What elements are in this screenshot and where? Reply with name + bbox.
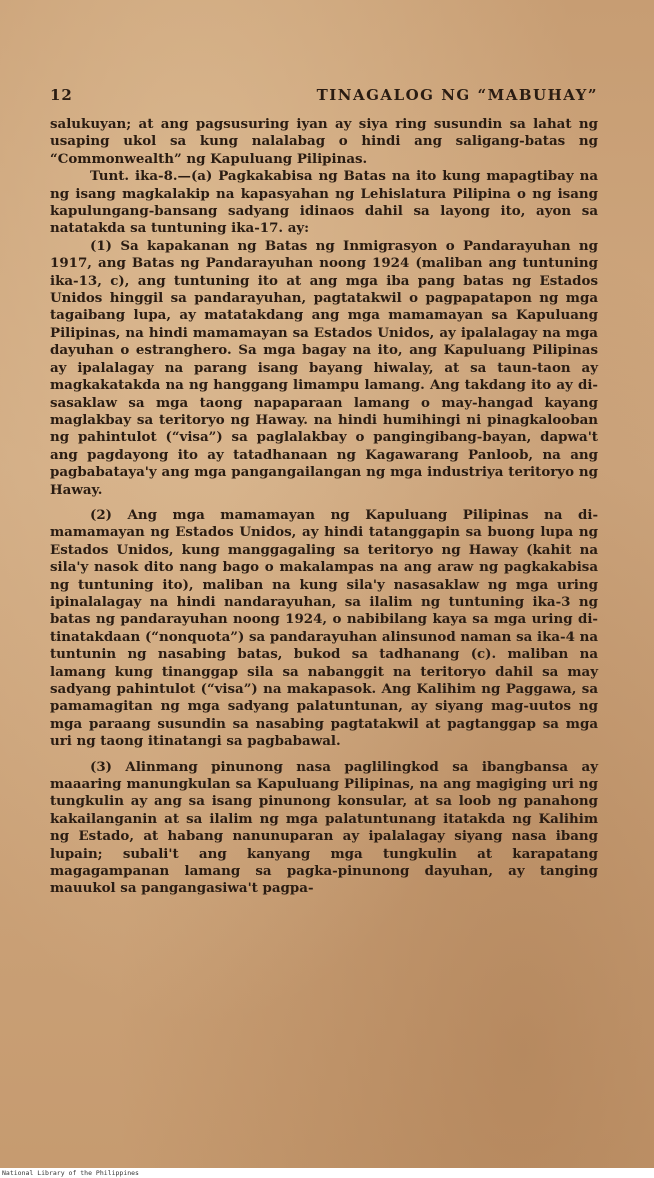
paragraph-item-3: (3) Alinmang pinunong nasa paglilingkod sa ibangbansa ay maaaring manungkulan sa Kapuluang Pilipinas, na ang magiging uri ng tungkulin ay ang sa isang pinunong konsular, at sa loob ng panahong kakailanganin at sa ilalim ng mga palatuntunang itatakda ng Kalihim ng Estado, at habang nanunuparan ay ipalalagay siyang nasa ibang lupain; subali't ang kanyang mga tungkulin at karapatang magagampanan lamang sa pagka-pinunong dayuhan, ay tanging mauukol sa pangangasiwa't pagpa-: [50, 758, 598, 897]
footer-credit: National Library of the Philippines: [2, 1169, 139, 1177]
page-number: 12: [50, 86, 73, 104]
footer-bar: [0, 1168, 654, 1178]
paragraph-section-8: Tunt. ika-8.—(a) Pagkakabisa ng Batas na ito kung mapagtibay na ng isang magkalakip na kapasyahan ng Lehislatura Pilipina o ng isang kapulungang-bansang sadyang idinaos dahil sa layong ito, ayon sa natatakda sa tuntuning ika-17. ay:: [50, 168, 598, 237]
running-title: TINAGALOG NG “MABUHAY”: [316, 86, 598, 104]
paragraph-item-2: (2) Ang mga mamamayan ng Kapuluang Pilipinas na di-mamamayan ng Estados Unidos, ay hindi tatanggapin sa buong lupa ng Estados Unidos, kung manggagaling sa teritoryo ng Haway (kahit na sila'y nasok dito nang bago o makalampas na ang araw ng pagkakabisa ng tuntuning ito), maliban na kung sila'y nasasaklaw ng mga uring ipinalalagay na hindi nandarayuhan, sa ilalim ng tuntuning ika-3 ng batas ng pandarayuhan noong 1924, o nabibilang kaya sa mga uring di-tinatakdaan (“nonquota”) sa pandarayuhan alinsunod naman sa ika-4 na tuntunin ng nasabing batas, bukod sa tadhanang (c). maliban na lamang kung tinanggap sila sa nabanggit na teritoryo dahil sa may sadyang pahintulot (“visa”) na makapasok. Ang Kalihim ng Paggawa, sa pamamagitan ng mga sadyang palatuntunan, ay siyang mag-uutos ng mga paraang susundin sa nasabing pagtatakwil at pagtanggap sa mga uri ng taong itinatangi sa pagbabawal.: [50, 506, 598, 750]
page-body: [50, 116, 598, 898]
paragraph-item-1: (1) Sa kapakanan ng Batas ng Inmigrasyon o Pandarayuhan ng 1917, ang Batas ng Pandarayuhan noong 1924 (maliban ang tuntuning ika-13, c), ang tuntuning ito at ang mga iba pang batas ng Estados Unidos hinggil sa pandarayuhan, pagtatakwil o pagpapatapon ng mga tagaibang lupa, ay matatakdang ang mga mamamayan sa Kapuluang Pilipinas, na hindi mamamayan sa Estados Unidos, ay ipalalagay na mga dayuhan o estranghero. Sa mga bagay na ito, ang Kapuluang Pilipinas ay ipalalagay na parang isang bayang hiwalay, at sa taun-taon ay magkakatakda na ng hanggang limampu lamang. Ang takdang ito ay di-sasaklaw sa mga taong napaparaan lamang o may-hangad kayang maglakbay sa teritoryo ng Haway. na hindi humihingi ni pinagkalooban ng pahintulot (“visa”) sa paglalakbay o pangingibang-bayan, dapwa't ang pagdayong ito ay tatadhanaan ng Kagawarang Panloob, na ang pagbabataya'y ang mga pangangailangan ng mga industriya teritoryo ng Haway.: [50, 237, 598, 498]
paragraph-continuation: salukuyan; at ang pagsusuring iyan ay siya ring susundin sa lahat ng usaping ukol sa kung nalalabag o hindi ang saligang-batas ng “Commonwealth” ng Kapuluang Pilipinas.: [50, 116, 598, 167]
book-page: [50, 86, 598, 898]
page-header: [50, 86, 598, 116]
